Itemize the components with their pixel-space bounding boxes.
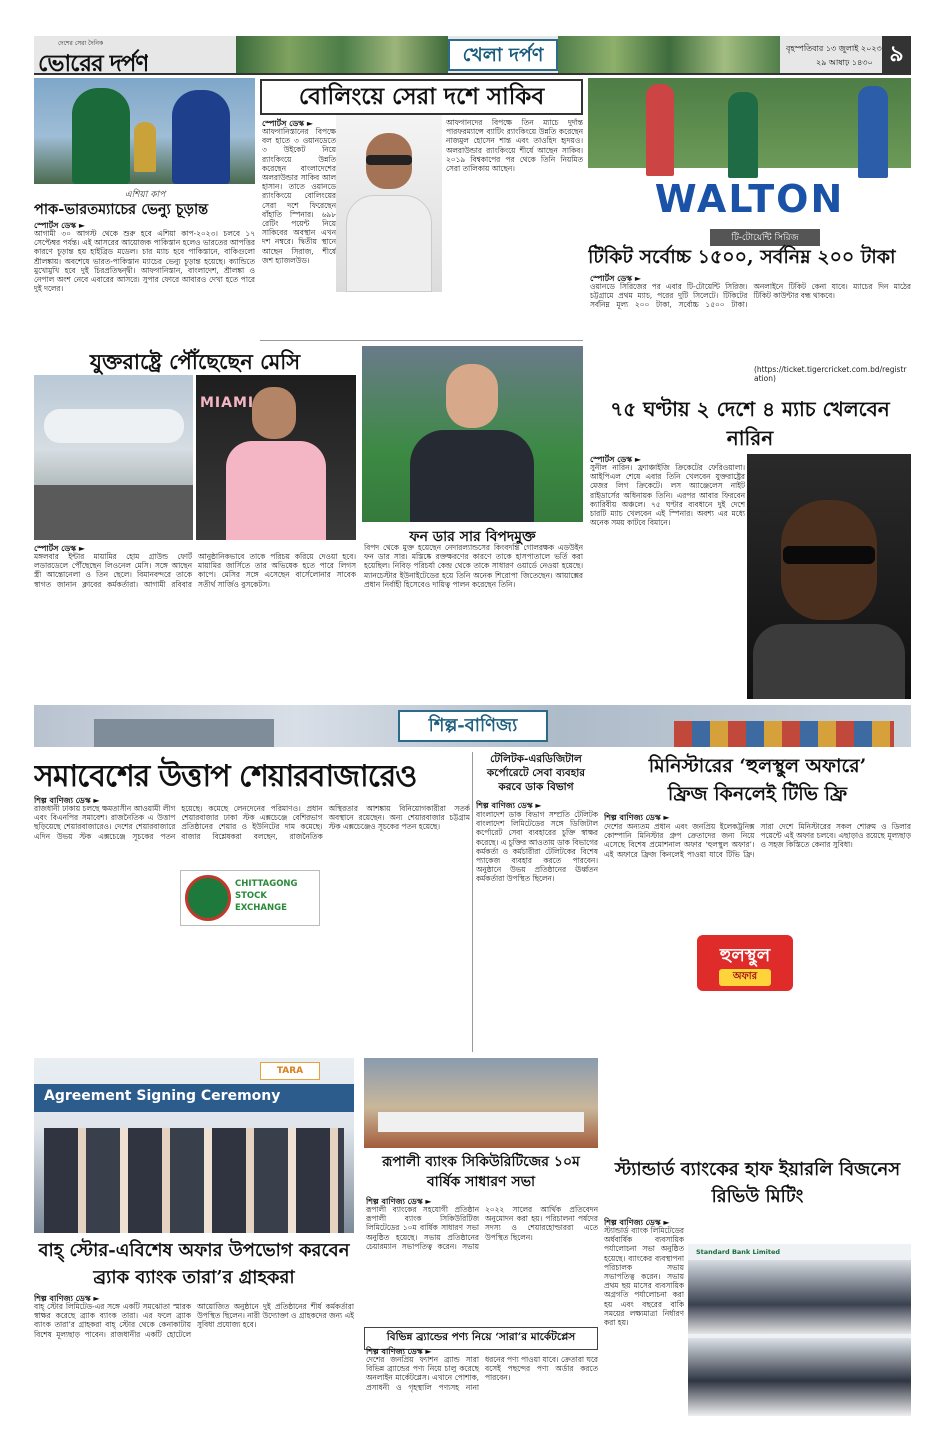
standard-bank-meeting-photo (688, 1244, 911, 1416)
walton-ticket-url: (https://ticket.tigercricket.com.bd/registration) (754, 365, 907, 383)
container-stacks (674, 721, 894, 747)
paper-tag: দেশের সেরা দৈনিক (58, 40, 104, 47)
pakistan-player-figure (72, 88, 130, 184)
cse-name-line-1: CHITTAGONG (235, 879, 298, 889)
sara-headline: বিভিন্ন ব্র্যান্ডের পণ্য নিয়ে ‘সারা’র মার্কেটপ্লেস (364, 1327, 598, 1350)
page-number: ৯ (882, 36, 911, 75)
van-der-sar-photo (362, 346, 583, 522)
offer-badge-line-1: হুলস্থুল (719, 945, 771, 966)
batsman-figure (858, 86, 888, 178)
rupali-meeting-photo (364, 1058, 598, 1148)
messi-airport-photo (34, 375, 193, 540)
asia-cup-headline: পাক-ভারতম্যাচের ভেন্যু চূড়ান্ত (34, 201, 209, 218)
standard-bank-headline: স্ট্যান্ডার্ড ব্যাংকের হাফ ইয়ারলি বিজনেস রিভিউ মিটিং (614, 1159, 901, 1207)
messi-body: মঙ্গলবার ইন্টার মায়ামির হোম গ্রাউন্ড ফোর্ট লডারডেলে পৌঁছেছেন লিওনেল মেসি। সঙ্গে আছেন স্ত্রী আন্তোনেলা ও তিন ছেলে। বিমানবন্দরে তাকে স্বাগত জানান ক্লাবের কর্মকর্তারা। আগামী রবিবার আনুষ্ঠানিকভাবে তাকে পরিচয় করিয়ে দেওয়া হবে। মায়ামির জার্সিতে তার অভিষেক হতে পারে লিগস কাপে। মেসির সঙ্গে এসেছেন বার্সেলোনার সাবেক সতীর্থ সার্জিও বুসকেটস। (34, 552, 356, 589)
messi-headline: যুক্তরাষ্ট্রে পৌঁছেছেন মেসি (89, 349, 301, 374)
shakib-bottom-rule (260, 340, 583, 341)
van-der-sar-headline: ফন ডার সার বিপদমুক্ত (409, 529, 536, 545)
minister-headline-1: মিনিস্টারের ‘হুলস্থুল অফারে’ (648, 755, 867, 777)
messi-byline: স্পোর্টস ডেস্ক ► (34, 544, 86, 553)
asia-cup-kicker: এশিয়া কাপ (124, 190, 166, 200)
minister-byline: শিল্প বাণিজ্য ডেস্ক ► (604, 813, 670, 822)
share-market-byline: শিল্প বাণিজ্য ডেস্ক ► (34, 796, 100, 805)
umpire-figure (646, 84, 674, 176)
factory-skyline (94, 719, 274, 747)
trophy-figure (134, 122, 156, 172)
narine-jersey (753, 624, 905, 699)
meeting-photo-top (688, 1260, 911, 1334)
teletalk-body: বাংলাদেশ ডাক বিভাগ সম্প্রতি টেলিটক বাংলাদেশ লিমিটেডের সঙ্গে ডিজিটাল কর্পোরেট সেবা ব্যবহারের চুক্তি স্বাক্ষর করেছে। এ চুক্তির আওতায় ডাক বিভাগের কর্মকর্তা ও কর্মচারীরা টেলিটকের বিশেষ প্যাকেজ ব্যবহার করতে পারবেন। অনুষ্ঠানে উভয় প্রতিষ্ঠানের ঊর্ধ্বতন কর্মকর্তারা উপস্থিত ছিলেন। (476, 810, 598, 884)
narine-portrait-photo (747, 454, 911, 699)
van-der-sar-suit (410, 430, 534, 522)
minister-headline-2: ফ্রিজ কিনলেই টিভি ফ্রি (667, 783, 848, 805)
rupali-body: রূপালী ব্যাংকের সহযোগী প্রতিষ্ঠান রূপালী ব্যাংক সিকিউরিটিজ লিমিটেডের ১০ম বার্ষিক সাধারণ সভা অনুষ্ঠিত হয়েছে। সভায় প্রতিষ্ঠানের চেয়ারম্যান সভাপতিত্ব করেন। সভায় ২০২২ সালের আর্থিক প্রতিবেদন অনুমোদন করা হয়। পরিচালনা পর্ষদের সদস্য ও শেয়ারহোল্ডাররা এতে উপস্থিত ছিলেন। (366, 1205, 598, 1251)
cse-name-line-3: EXCHANGE (235, 903, 287, 913)
walton-match-photo (588, 78, 911, 223)
sara-body: দেশের জনপ্রিয় ফ্যাশন ব্র্যান্ড সারা বিভিন্ন ব্র্যান্ডের পণ্য নিয়ে চালু করেছে অনলাইন মার্কেটপ্লেস। এখানে পোশাক, প্রসাধনী ও গৃহস্থালি পণ্যসহ নানা ধরনের পণ্য পাওয়া যাবে। ক্রেতারা ঘরে বসেই পছন্দের পণ্য অর্ডার করতে পারবেন। (366, 1355, 598, 1392)
masthead (34, 36, 911, 75)
signing-banner (34, 1084, 354, 1112)
business-banner (34, 705, 911, 747)
sara-byline: শিল্প বাণিজ্য ডেস্ক ► (366, 1347, 432, 1356)
rupali-byline: শিল্প বাণিজ্য ডেস্ক ► (366, 1197, 432, 1206)
business-banner-title: শিল্প-বাণিজ্য (398, 710, 548, 742)
van-der-sar-head (446, 364, 498, 428)
section-title: খেলা দর্পণ (448, 39, 558, 71)
cse-name-line-2: STOCK (235, 891, 267, 901)
standard-bank-byline: শিল্প বাণিজ্য ডেস্ক ► (604, 1218, 670, 1227)
share-market-headline: সমাবেশের উত্তাপ শেয়ারবাজারেও (34, 759, 417, 794)
brac-tara-body: বাহ্ স্টোর লিমিটেড-এর সঙ্গে একটি সমঝোতা স্মারক স্বাক্ষর করেছে ব্র্যাক ব্যাংক তারা। এর ফলে ব্র্যাক ব্যাংক তারা’র গ্রাহকরা বাহ্ স্টোর থেকে কেনাকাটায় বিশেষ মূল্যছাড় পাবেন। রাজধানীর একটি হোটেলে আয়োজিত অনুষ্ঠানে দুই প্রতিষ্ঠানের শীর্ষ কর্মকর্তারা উপস্থিত ছিলেন। নারী উদ্যোক্তা ও গ্রাহকদের জন্য এই সুবিধা প্রযোজ্য হবে। (34, 1302, 354, 1339)
messi-jersey-photo (196, 375, 356, 540)
meeting-table (378, 1112, 584, 1132)
shakib-body-right: আফগানদের বিপক্ষে তিন ম্যাচে দুর্দান্ত পারফরম্যান্সে ব্যাটিং র‍্যাংকিংয়ে উন্নতি করেছেন নাজমুল হোসেন শান্ত এবং তাওহিদ হৃদয়ও। অলরাউন্ডার র‍্যাংকিংয়ে শীর্ষে আছেন সাকিব। ২০১৯ বিশ্বকাপের পর থেকে তিনি নিয়মিত সেরা তালিকায় আছেন। (446, 118, 583, 174)
walton-kicker: টি-টোয়েন্টি সিরিজ (710, 229, 820, 246)
narine-body: সুনীল নারিন। ফ্র্যাঞ্চাইজি ক্রিকেটের ফেরিওয়ালা। আইপিএল শেষে এবার তিনি খেলবেন যুক্তরাষ্ট্রের মেজর লিগ ক্রিকেটে। লস অ্যাঞ্জেলেস নাইট রাইডার্সের অধিনায়ক তিনি। এরপর আবার ফিরবেন ক্যারিবীয় অঞ্চলে। ৭৫ ঘণ্টার ব্যবধানে দুই দেশে চারটি ম্যাচ খেলবেন এই স্পিনার। অবশ্য এর মধ্যে অনেক সময় কাটবে বিমানে। (590, 463, 745, 528)
date-line-2: ২৯ আষাঢ় ১৪৩০ (816, 58, 873, 67)
narine-byline: স্পোর্টস ডেস্ক ► (590, 455, 642, 464)
team-photo-right (558, 36, 780, 75)
shakib-body-left: আফগানিস্তানের বিপক্ষে বল হাতে ৩ ওয়ানডেতে ৩ উইকেট নিয়ে র‍্যাংকিংয়ে উন্নতি করেছেন বাংলাদেশের অলরাউন্ডার সাকিব আল হাসান। তাতে ওয়ানডে র‍্যাংকিংয়ে বোলিংয়ের সেরা দশে ফিরেছেন বাঁহাতি স্পিনার। ৬৯৮ রেটিং পয়েন্ট নিয়ে সাকিবের অবস্থান এখন দশ নম্বরে। দ্বিতীয় স্থানে আছেন সিরাজ, শীর্ষে জশ হ্যাজলউড। (262, 127, 336, 265)
rupali-headline: রূপালী ব্যাংক সিকিউরিটিজের ১০ম বার্ষিক সাধারণ সভা (382, 1154, 580, 1190)
teletalk-byline: শিল্প বাণিজ্য ডেস্ক ► (476, 801, 542, 810)
crowd-shape (34, 485, 193, 540)
teletalk-headline: টেলিটক-এরডিজিটাল কর্পোরেটে সেবা ব্যবহার করবে ডাক বিভাগ (486, 753, 586, 793)
cse-logo-block (180, 870, 320, 926)
minister-body: দেশের অন্যতম প্রধান এবং জনপ্রিয় ইলেকট্রনিক্স কোম্পানি মিনিস্টার গ্রুপ ক্রেতাদের জন্য নিয়ে এসেছে বিশেষ প্রমোশনাল অফার ‘হুলস্থুল অফার’। এই অফারে ফ্রিজ কিনলেই পাওয়া যাবে টিভি ফ্রি। সারা দেশে মিনিস্টারের সকল শোরুম ও ডিলার পয়েন্টে এই অফার চলবে। এছাড়াও রয়েছে মূল্যছাড় ও সহজ কিস্তিতে কেনার সুবিধা। (604, 822, 911, 859)
date-line-1: বৃহস্পতিবার ১৩ জুলাই ২০২৩ (786, 44, 882, 53)
brac-tara-signing-photo (34, 1058, 354, 1233)
walton-body: ওয়ানডে সিরিজের পর এবার টি-টোয়েন্টি সিরিজ। চট্টগ্রামে প্রথম ম্যাচ, পরের দুটি সিলেটে। টিকিটের সর্বনিম্ন মূল্য ২০০ টাকা, সর্বোচ্চ ১৫০০ টাকা। অনলাইনে টিকিট কেনা যাবে। ম্যাচের দিন মাঠের টিকিট কাউন্টার বন্ধ থাকবে। (590, 282, 911, 310)
people-row (44, 1128, 344, 1233)
walton-headline: টিকিট সর্বোচ্চ ১৫০০, সর্বনিম্ন ২০০ টাকা (588, 246, 896, 268)
babar-rohit-trophy-photo (34, 78, 255, 184)
hulusthul-offer-badge (697, 935, 793, 991)
van-der-sar-body: বিপদ থেকে মুক্ত হয়েছেন নেদারল্যান্ডসের কিংবদন্তি গোলরক্ষক এডউইন ফন ডার সার। মস্তিষ্কে রক্তক্ষরণের কারণে তাকে হাসপাতালে ভর্তি করা হয়েছিল। নিবিড় পরিচর্যা কেন্দ্র থেকে তাকে সাধারণ ওয়ার্ডে নেওয়া হয়েছে। ম্যানচেস্টার ইউনাইটেডের হয়ে তিনি অনেক শিরোপা জিতেছেন। আয়াক্সের প্রধান নির্বাহী হিসেবেও দায়িত্ব পালন করেছেন তিনি। (364, 543, 583, 589)
shakib-byline: স্পোর্টস ডেস্ক ► (262, 119, 314, 128)
walton-board-text: WALTON (654, 177, 845, 221)
tara-logo: TARA (260, 1062, 320, 1080)
narine-headline: ৭৫ ঘণ্টায় ২ দেশে ৪ ম্যাচ খেলবেন নারিন (610, 397, 890, 450)
shakib-shirt (346, 195, 432, 292)
walton-byline: স্পোর্টস ডেস্ক ► (590, 274, 642, 283)
messi-jersey (226, 441, 326, 540)
paper-name: ভোরের দর্পণ (38, 50, 149, 75)
messi-head (252, 387, 296, 439)
messi-shirt-text: MIAMI (200, 395, 255, 411)
narine-sunglasses (783, 546, 875, 564)
share-market-body: রাজধানী ঢাকায় চলছে ক্ষমতাসীন আওয়ামী লীগ এবং বিএনপির সমাবেশ। রাজনৈতিক এ উত্তাপ ছড়িয়েছে শেয়ারবাজারেও। দেশের শেয়ারবাজারে এদিন উভয় স্টক এক্সচেঞ্জে সূচকের পতন হয়েছে। কমেছে লেনদেনের পরিমাণও। প্রধান শেয়ারবাজার ঢাকা স্টক এক্সচেঞ্জে বেশিরভাগ প্রতিষ্ঠানের শেয়ার ও ইউনিটের দাম কমেছে। বাজার বিশ্লেষকরা বলছেন, রাজনৈতিক অস্থিরতার আশঙ্কায় বিনিয়োগকারীরা সতর্ক অবস্থানে রয়েছেন। অন্য শেয়ারবাজার চট্টগ্রাম স্টক এক্সচেঞ্জেও সূচকের পতন হয়েছে। (34, 804, 470, 841)
shakib-sunglasses (366, 155, 412, 165)
bowler-figure (728, 92, 758, 178)
shakib-headline: বোলিংয়ে সেরা দশে সাকিব (260, 79, 583, 115)
offer-badge-line-2: অফার (719, 969, 771, 986)
cse-seal-icon (185, 875, 231, 921)
teletalk-left-rule (472, 752, 473, 1052)
brac-tara-byline: শিল্প বাণিজ্য ডেস্ক ► (34, 1294, 100, 1303)
brac-tara-headline: বাহ্ স্টোর-এবিশেষ অফার উপভোগ করবেন ব্র্যাক ব্যাংক তারা’র গ্রাহকরা (38, 1240, 350, 1288)
meeting-photo-bottom (688, 1338, 911, 1416)
shakib-portrait-photo (336, 115, 442, 292)
asia-cup-byline: স্পোর্টস ডেস্ক ► (34, 221, 86, 230)
signing-banner-text: Agreement Signing Ceremony (44, 1088, 281, 1104)
team-photo-left (236, 36, 448, 75)
india-player-figure (172, 90, 230, 184)
airplane-shape (44, 409, 184, 443)
standard-bank-logo: Standard Bank Limited (696, 1248, 781, 1256)
asia-cup-body: আগামী ৩০ আগস্ট থেকে শুরু হবে এশিয়া কাপ-২০২৩। চলবে ১৭ সেপ্টেম্বর পর্যন্ত। এই আসরের আয়োজক পাকিস্তান হলেও ভারতের আপত্তির কারণে চূড়ান্ত হয় হাইব্রিড মডেল। চার ম্যাচ হবে পাকিস্তানে, বাকিগুলো শ্রীলঙ্কায়। অবশেষে ভারত-পাকিস্তান ম্যাচের ভেন্যু চূড়ান্ত হয়েছে। ক্যান্ডিতে মুখোমুখি হবে দুই চিরপ্রতিদ্বন্দ্বী। আফগানিস্তান, বাংলাদেশ, শ্রীলঙ্কা ও নেপাল অংশ নেবে এবারের আসরে। সুপার ফোরে আবারও দেখা হতে পারে দুই দলের। (34, 229, 255, 294)
standard-bank-body: স্ট্যান্ডার্ড ব্যাংক লিমিটেডের অর্ধবার্ষিক ব্যবসায়িক পর্যালোচনা সভা অনুষ্ঠিত হয়েছে। ব্যাংকের ব্যবস্থাপনা পরিচালক সভায় সভাপতিত্ব করেন। সভায় প্রথম ছয় মাসের ব্যবসায়িক অগ্রগতি পর্যালোচনা করা হয় এবং বছরের বাকি সময়ের লক্ষ্যমাত্রা নির্ধারণ করা হয়। (604, 1226, 684, 1328)
